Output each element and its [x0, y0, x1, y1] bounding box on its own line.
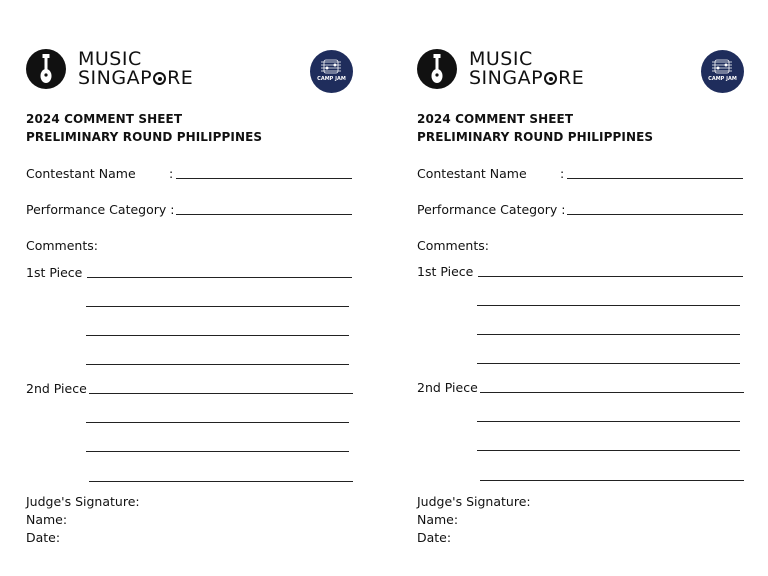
second-piece-label: 2nd Piece [26, 381, 87, 396]
first-piece-line[interactable] [478, 276, 743, 277]
second-piece-line[interactable] [480, 480, 744, 481]
judge-name-label: Name: [417, 512, 459, 527]
comment-sheet-right [417, 0, 757, 576]
first-piece-line[interactable] [477, 363, 740, 364]
first-piece-line[interactable] [86, 335, 349, 336]
logo-wordmark: MUSIC SINGAP RE [469, 48, 585, 89]
judge-name-label: Name: [26, 512, 68, 527]
contestant-colon: : [560, 166, 565, 181]
logo-wordmark: MUSIC SINGAP RE [78, 48, 194, 89]
second-piece-line[interactable] [86, 422, 349, 423]
contestant-colon: : [169, 166, 174, 181]
second-piece-line[interactable] [89, 393, 353, 394]
sheet-subtitle: PRELIMINARY ROUND PHILIPPINES [26, 130, 263, 144]
music-singapore-logo [26, 49, 196, 91]
second-piece-line[interactable] [477, 421, 740, 422]
date-label: Date: [26, 530, 61, 545]
judge-signature-label: Judge's Signature: [26, 494, 140, 509]
comments-label: Comments: [26, 238, 98, 253]
comment-sheet-left [26, 0, 366, 576]
badge-label: CAMP JAM [317, 76, 346, 82]
sheet-title: 2024 COMMENT SHEET [417, 112, 574, 126]
guitar-icon [26, 49, 66, 89]
first-piece-line[interactable] [86, 306, 349, 307]
first-piece-line[interactable] [477, 305, 740, 306]
first-piece-line[interactable] [86, 364, 349, 365]
sheet-subtitle: PRELIMINARY ROUND PHILIPPINES [417, 130, 654, 144]
second-piece-line[interactable] [480, 392, 744, 393]
comments-label: Comments: [417, 238, 489, 253]
first-piece-label: 1st Piece [417, 264, 474, 279]
second-piece-line[interactable] [89, 481, 353, 482]
performance-category-label: Performance Category : [417, 202, 566, 217]
contestant-name-label: Contestant Name [26, 166, 136, 181]
second-piece-line[interactable] [477, 450, 740, 451]
contestant-name-field[interactable] [567, 178, 743, 179]
performance-category-field[interactable] [176, 214, 352, 215]
second-piece-line[interactable] [86, 451, 349, 452]
badge-label: CAMP JAM [708, 76, 737, 82]
sheet-title: 2024 COMMENT SHEET [26, 112, 183, 126]
first-piece-line[interactable] [477, 334, 740, 335]
contestant-name-label: Contestant Name [417, 166, 527, 181]
second-piece-label: 2nd Piece [417, 380, 478, 395]
performance-category-label: Performance Category : [26, 202, 175, 217]
first-piece-line[interactable] [87, 277, 352, 278]
first-piece-label: 1st Piece [26, 265, 83, 280]
date-label: Date: [417, 530, 452, 545]
performance-category-field[interactable] [567, 214, 743, 215]
judge-signature-label: Judge's Signature: [417, 494, 531, 509]
contestant-name-field[interactable] [176, 178, 352, 179]
guitar-icon [417, 49, 457, 89]
camp-jam-badge [310, 50, 353, 93]
camp-jam-badge [701, 50, 744, 93]
music-singapore-logo [417, 49, 587, 91]
